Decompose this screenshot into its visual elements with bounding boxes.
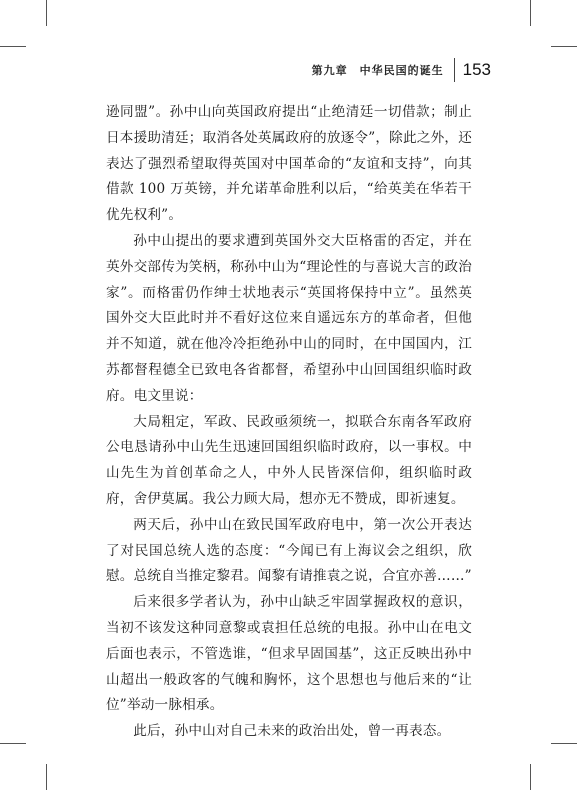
crop-mark-top-right-h [551,46,577,47]
crop-mark-bottom-left-v [46,764,47,790]
paragraph-5: 此后，孙中山对自己未来的政治出处，曾一再表态。 [133,723,451,740]
running-title: 第九章 中华民国的诞生 [311,64,444,77]
crop-mark-bottom-right-h [551,743,577,744]
crop-mark-top-right-v [530,0,531,26]
crop-mark-top-left-h [0,46,26,47]
paragraph-2: 孙中山提出的要求遭到英国外交大臣格雷的否定，并在英外交部传为笑柄，称孙中山为“理论性的与喜说大言的政治家”。而格雷仍作绅士状地表示“英国将保持中立”。虽然英国外交大臣此时并不看好这位来自遥远东方的革命者，但他并不知道，就在他冷冷拒绝孙中山的同时，在中国国内，江苏都督程德全已致电各省都督，希望孙中山回国组织临时政府。电文里说： [106,232,472,404]
body-text [106,100,472,745]
page-number: 153 [462,60,491,79]
telegram-quote: 大局粗定，军政、民政亟须统一，拟联合东南各军政府公电恳请孙中山先生迅速回国组织临时政府，以一事权。中山先生为首创革命之人，中外人民皆深信仰，组织临时政府，舍伊莫属。我公力顾大局，想亦无不赞成，即祈速复。 [106,413,472,507]
paragraph-4: 后来很多学者认为，孙中山缺乏牢固掌握政权的意识，当初不该发这种同意黎或袁担任总统的电报。孙中山在电文后面也表示，不管选谁，“但求早固国基”，这正反映出孙中山超出一般政客的气魄和胸怀，这个思想也与他后来的“让位”举动一脉相承。 [106,594,472,714]
header-divider [454,58,455,82]
crop-mark-bottom-left-h [0,743,26,744]
crop-mark-top-left-v [46,0,47,26]
paragraph-3: 两天后，孙中山在致民国军政府电中，第一次公开表达了对民国总统人选的态度：“今闻已有上海议会之组织，欣慰。总统自当推定黎君。闻黎有请推袁之说，合宜亦善……” [106,516,472,585]
page-header [312,58,491,82]
crop-mark-bottom-right-v [530,764,531,790]
paragraph-1: 逊同盟”。孙中山向英国政府提出“止绝清廷一切借款；制止日本援助清廷；取消各处英属政府的放逐令”，除此之外，还表达了强烈希望取得英国对中国革命的“友谊和支持”，向其借款 100 万英镑，并允诺革命胜利以后，“给英美在华若干优先权利”。 [106,104,472,224]
